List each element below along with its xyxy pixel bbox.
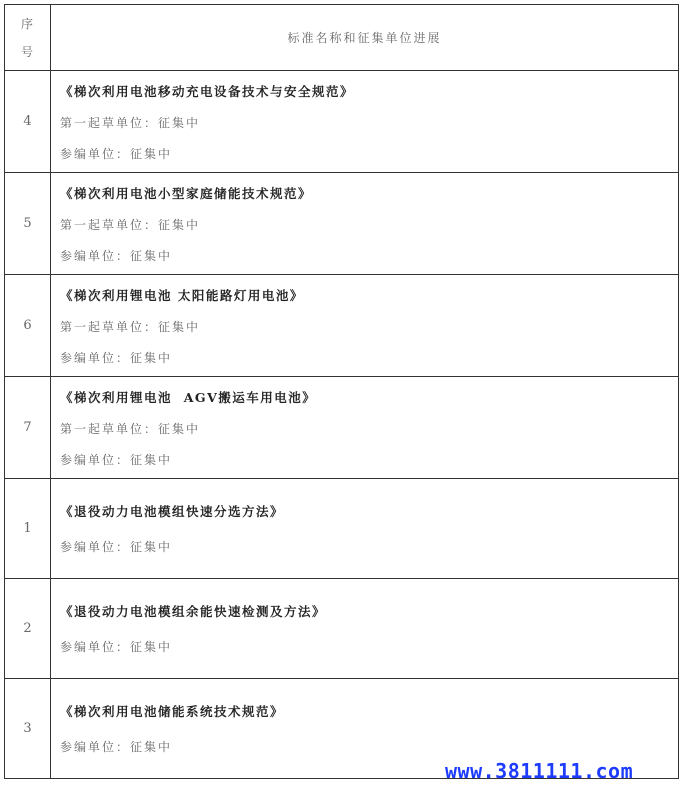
drafting-unit: 第一起草单位：征集中: [60, 115, 201, 130]
site-watermark: www.3811111.com: [445, 759, 634, 783]
drafting-unit: 第一起草单位：征集中: [60, 421, 201, 436]
header-index-bottom: 号: [20, 44, 34, 59]
header-index-cell: [5, 5, 51, 71]
row-index: 6: [5, 275, 51, 377]
standard-title: 《梯次利用电池小型家庭储能技术规范》: [60, 185, 313, 201]
row-index: 4: [5, 71, 51, 173]
participating-unit: 参编单位：征集中: [60, 640, 173, 654]
table-row: [5, 479, 679, 579]
table-row: [5, 71, 679, 173]
row-content: [51, 579, 679, 679]
table-row: [5, 579, 679, 679]
row-content: [51, 71, 679, 173]
drafting-unit: 第一起草单位：征集中: [60, 217, 201, 232]
participating-unit: 参编单位：征集中: [60, 740, 173, 754]
header-row: [5, 5, 679, 71]
participating-unit: 参编单位：征集中: [60, 540, 173, 554]
standard-title: 《梯次利用锂电池 太阳能路灯用电池》: [60, 287, 304, 303]
row-index: 5: [5, 173, 51, 275]
row-index: 3: [5, 679, 51, 779]
table-row: [5, 173, 679, 275]
row-index: 2: [5, 579, 51, 679]
standard-title: 《梯次利用电池储能系统技术规范》: [60, 704, 285, 719]
table-row: [5, 275, 679, 377]
header-name-cell: 标准名称和征集单位进展: [51, 5, 679, 71]
row-content: [51, 173, 679, 275]
row-content: [51, 275, 679, 377]
standard-title: 《退役动力电池模组余能快速检测及方法》: [60, 604, 327, 619]
row-content: [51, 479, 679, 579]
standards-table: [4, 4, 679, 779]
row-index: 1: [5, 479, 51, 579]
standard-title: 《退役动力电池模组快速分选方法》: [60, 504, 285, 519]
participating-unit: 参编单位：征集中: [60, 350, 173, 365]
participating-unit: 参编单位：征集中: [60, 248, 173, 263]
row-index: 7: [5, 377, 51, 479]
standard-title: 《梯次利用锂电池 AGV搬运车用电池》: [60, 389, 317, 405]
standard-title: 《梯次利用电池移动充电设备技术与安全规范》: [60, 83, 355, 99]
row-content: [51, 377, 679, 479]
participating-unit: 参编单位：征集中: [60, 452, 173, 467]
drafting-unit: 第一起草单位：征集中: [60, 319, 201, 334]
header-index-top: 序: [20, 16, 34, 31]
table-row: [5, 377, 679, 479]
participating-unit: 参编单位：征集中: [60, 146, 173, 161]
